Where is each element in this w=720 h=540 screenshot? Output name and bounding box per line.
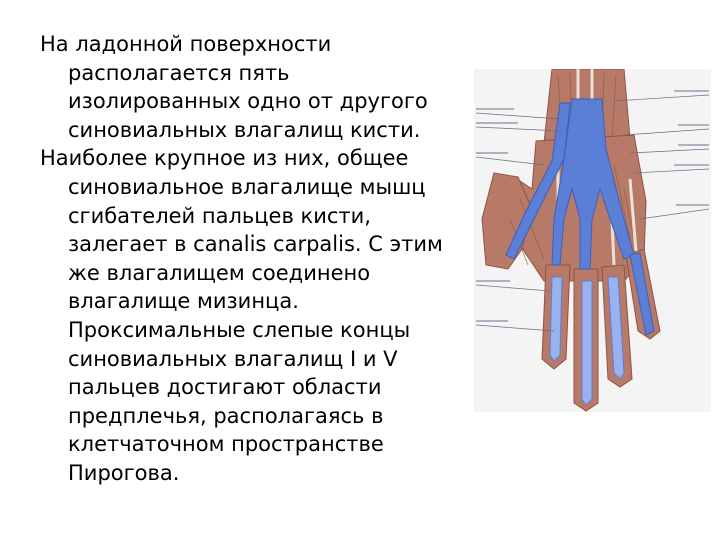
- hand-illustration-svg: [474, 69, 711, 412]
- hand-anatomy-illustration: [474, 69, 711, 412]
- paragraph-1: На ладонной поверхности располагается пять изолированных одно от другого синовиальных влагалищ кисти.: [40, 32, 428, 142]
- index-finger-sheath: [550, 277, 562, 361]
- paragraph-2: Наиболее крупное из них, общее синовиальное влагалище мышц сгибателей пальцев кисти, залегает в canalis carpalis. С этим же влагалищем соединено влагалище мизинца. Проксимальные слепые концы синовиальных влагалищ I и V пальцев достигают области предплечья, располагаясь в клетчаточном пространстве Пирогова.: [40, 146, 443, 485]
- text-block: [40, 30, 460, 488]
- middle-finger-sheath: [582, 281, 592, 405]
